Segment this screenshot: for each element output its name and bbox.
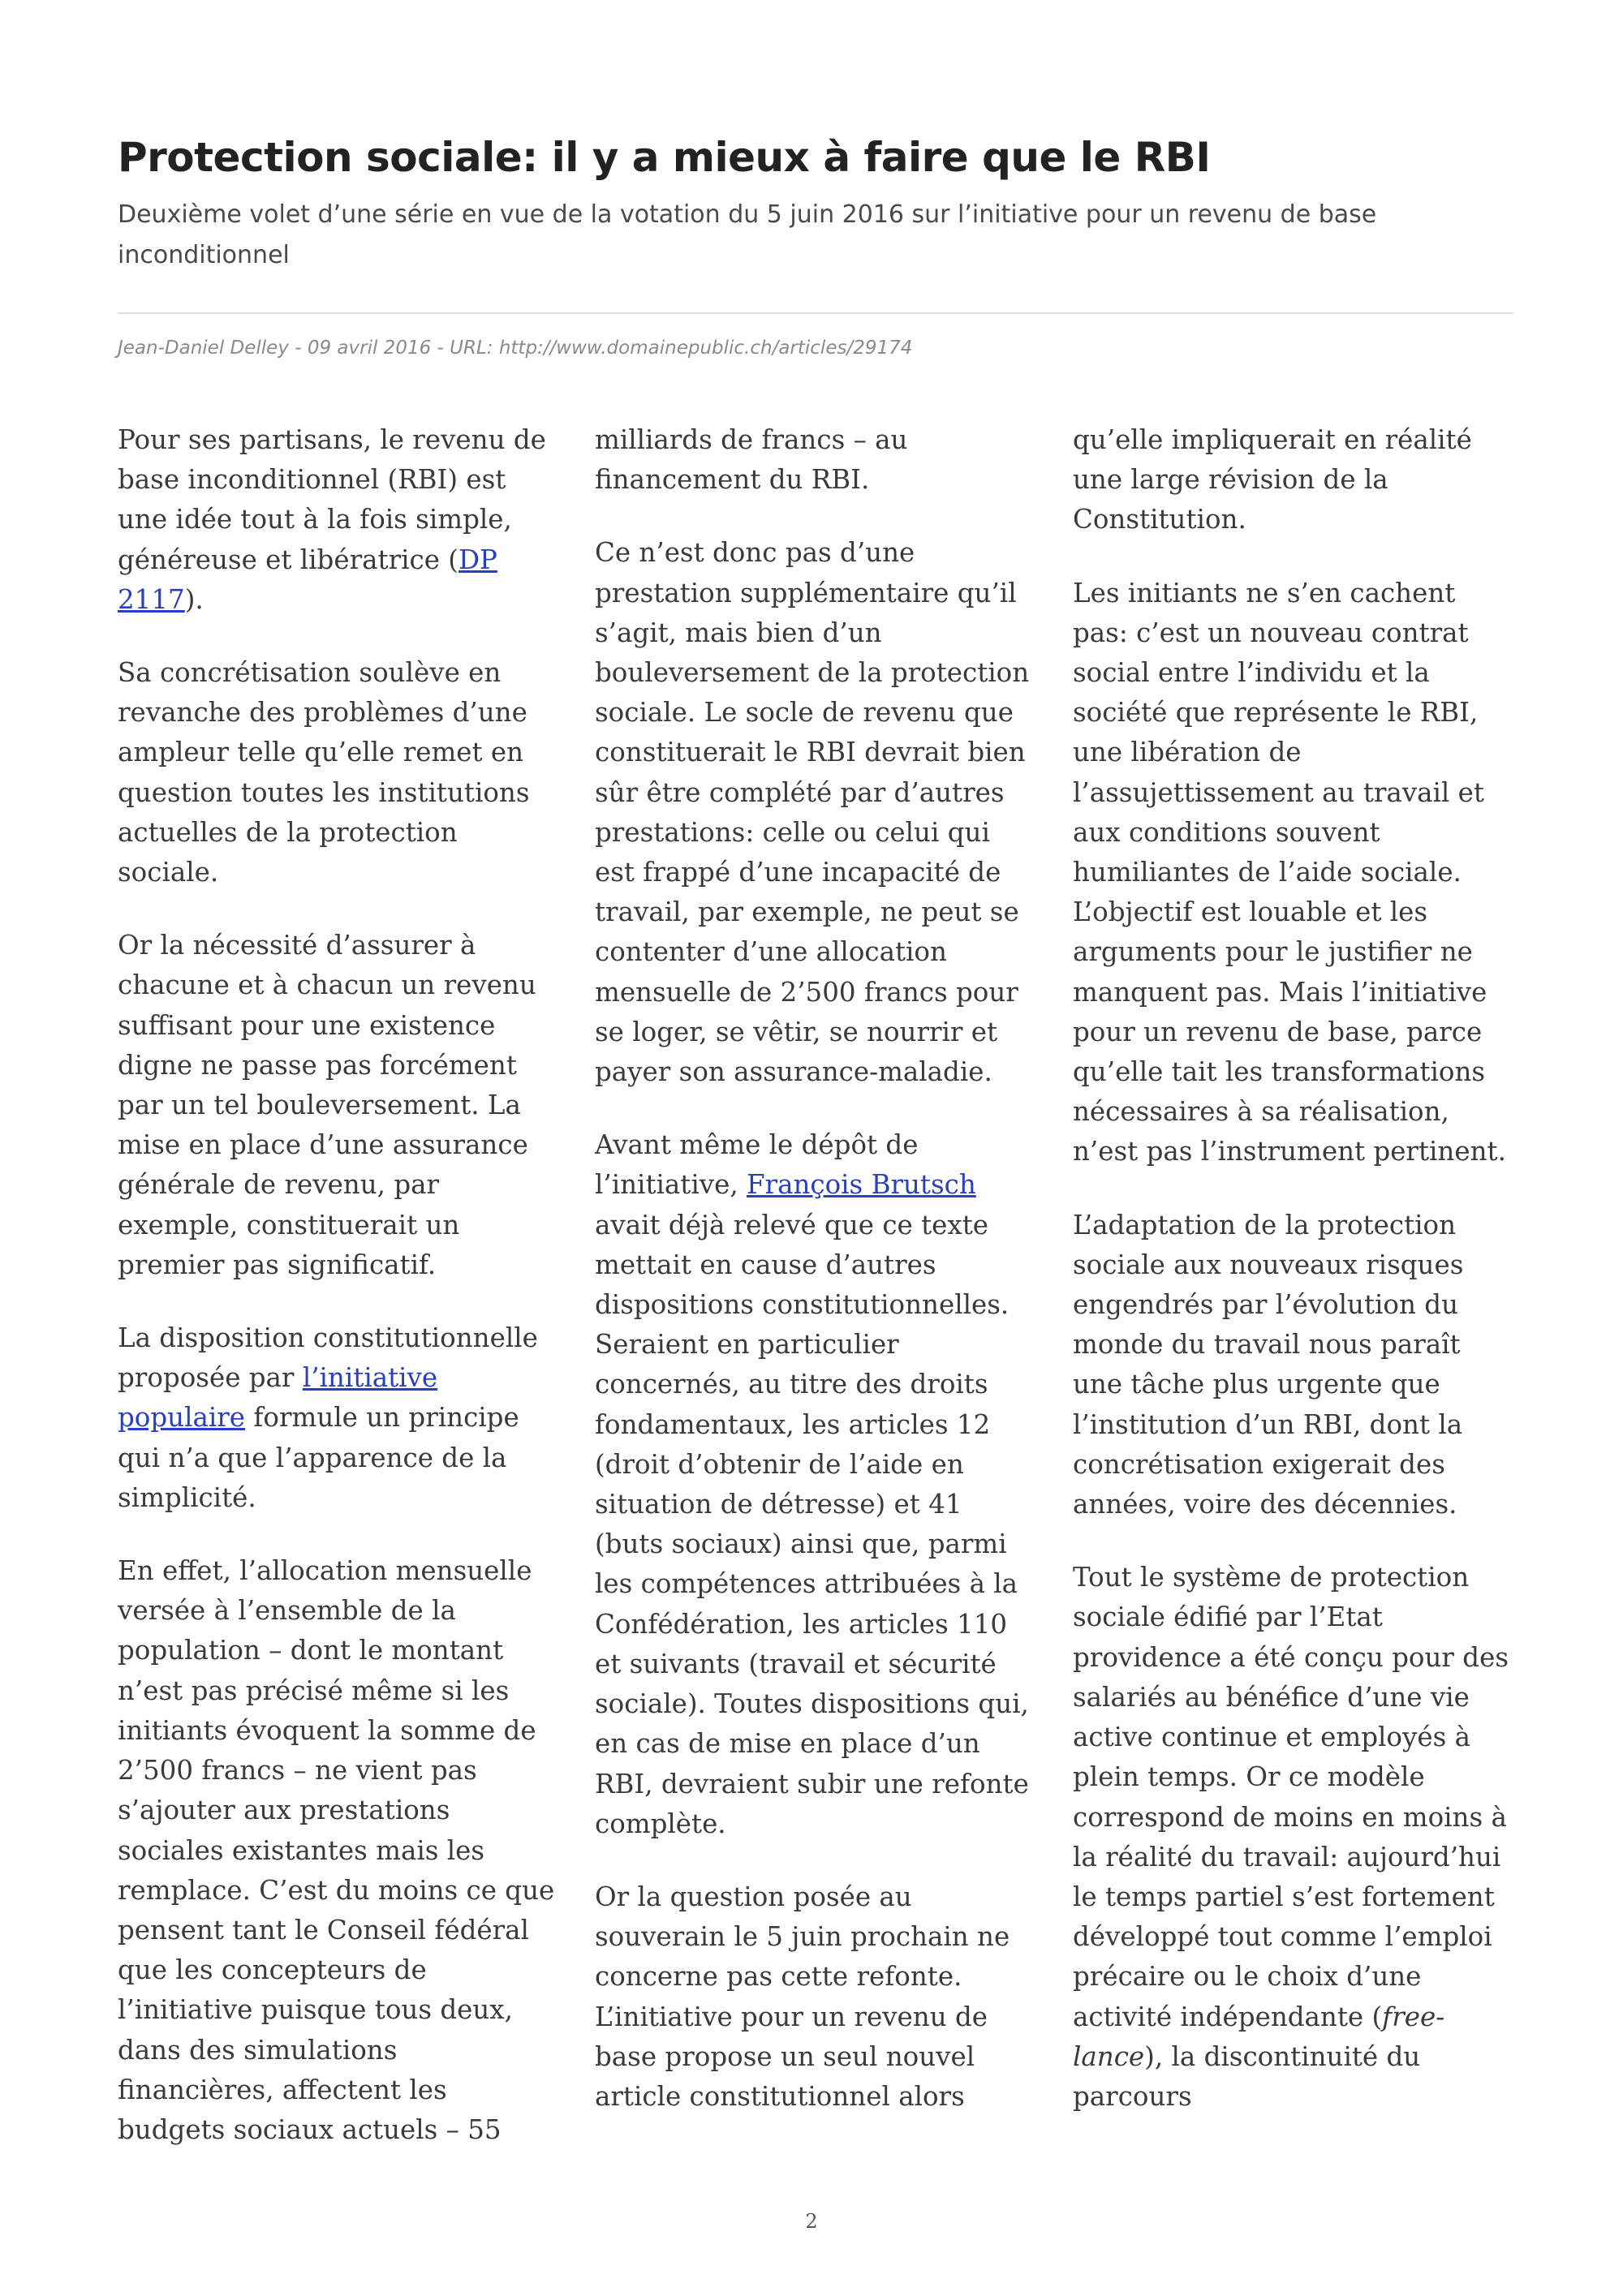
page-number: 2: [805, 2210, 818, 2233]
paragraph: Or la question posée au souverain le 5 juin prochain ne concerne pas cette refonte. L’initiative pour un revenu de base propose un seul nouvel article constitutionnel alors: [595, 1881, 1010, 2112]
paragraph-text: formule un principe qui n’a que l’apparence de la simplicité.: [118, 1402, 519, 1513]
paragraph-text: La disposition constitutionnelle proposée par: [118, 1322, 538, 1394]
paragraph: En effet, l’allocation mensuelle versée à l’ensemble de la population – dont le montant n’est pas précisé même si les initiants évoquent la somme de 2’500 francs – ne vient pas s’ajouter aux prestations sociales existantes mais les remplace. C’est du moins ce que pensent tant le Conseil fédéral que les concepteurs de l’initiative puisque tous deux, dans des simulations financières, affectent les budgets sociaux actuels – 55: [118, 1555, 555, 2145]
article-subtitle: Deuxième volet d’une série en vue de la votation du 5 juin 2016 sur l’initiative pour un revenu de base inconditionnel: [118, 200, 1377, 269]
paragraph: qu’elle impliquerait en réalité une large révision de la Constitution.: [1073, 424, 1472, 535]
paragraph: [1073, 1558, 1511, 2117]
dp-2117-link[interactable]: DP 2117: [118, 544, 497, 615]
paragraph: [118, 1318, 556, 1518]
francois-brutsch-link[interactable]: François Brutsch: [747, 1169, 976, 1201]
paragraph: milliards de francs – au financement du RBI.: [595, 424, 908, 496]
header-divider: [118, 312, 1513, 314]
paragraph-text: Pour ses partisans, le revenu de base inconditionnel (RBI) est une idée tout à la fois simple, généreuse et libératrice (: [118, 424, 546, 575]
text-column-3: [1073, 420, 1511, 2117]
paragraph-text: Avant même le dépôt de l’initiative,: [595, 1129, 919, 1201]
paragraph-text: avait déjà relevé que ce texte mettait en cause d’autres dispositions constitutionnelles. Seraient en particulier concernés, au titre des droits fondamentaux, les articles 12 (droit d’obtenir de l’aide en situation de détresse) et 41 (buts sociaux) ainsi que, parmi les compétences attribuées à la Confédération, les articles 110 et suivants (travail et sécurité sociale). Toutes dispositions qui, en cas de mise en place d’un RBI, devraient subir une refonte complète.: [595, 1209, 1029, 1839]
initiative-populaire-link[interactable]: l’initiative populaire: [118, 1362, 438, 1434]
article-title: Protection sociale: il y a mieux à faire que le RBI: [118, 134, 1211, 181]
paragraph: Or la nécessité d’assurer à chacune et à chacun un revenu suffisant pour une existence digne ne passe pas forcément par un tel bouleversement. La mise en place d’une assurance générale de revenu, par exemple, constituerait un premier pas significatif.: [118, 930, 536, 1280]
paragraph-text: ).: [184, 583, 204, 615]
paragraph: Ce n’est donc pas d’une prestation supplémentaire qu’il s’agit, mais bien d’un bouleversement de la protection sociale. Le socle de revenu que constituerait le RBI devrait bien sûr être complété par d’autres prestations: celle ou celui qui est frappé d’une incapacité de travail, par exemple, ne peut se contenter d’une allocation mensuelle de 2’500 francs pour se loger, se vêtir, se nourrir et payer son assurance-maladie.: [595, 537, 1030, 1088]
paragraph: Les initiants ne s’en cachent pas: c’est un nouveau contrat social entre l’individu et la société que représente le RBI, une libération de l’assujettissement au travail et aux conditions souvent humiliantes de l’aide sociale. L’objectif est louable et les arguments pour le justifier ne manquent pas. Mais l’initiative pour un revenu de base, parce qu’elle tait les transformations nécessaires à sa réalisation, n’est pas l’instrument pertinent.: [1073, 577, 1506, 1167]
text-column-2: [595, 420, 1033, 2117]
paragraph-text: Tout le système de protection sociale édifié par l’Etat providence a été conçu pour des salariés au bénéfice d’une vie active continue et employés à plein temps. Or ce modèle correspond de moins en moins à la réalité du travail: aujourd’hui le temps partiel s’est fortement développé tout comme l’emploi précaire ou le choix d’une activité indépendante (: [1073, 1562, 1509, 2032]
paragraph: Sa concrétisation soulève en revanche des problèmes d’une ampleur telle qu’elle remet en question toutes les institutions actuelles de la protection sociale.: [118, 657, 530, 888]
paragraph: [595, 1125, 1033, 1844]
article-byline: Jean-Daniel Delley - 09 avril 2016 - URL: http://www.domainepublic.ch/articles/29174: [118, 338, 913, 359]
paragraph: L’adaptation de la protection sociale aux nouveaux risques engendrés par l’évolution du monde du travail nous paraît une tâche plus urgente que l’institution d’un RBI, dont la concrétisation exigerait des années, voire des décennies.: [1073, 1209, 1464, 1520]
paragraph-text: ), la discontinuité du parcours: [1073, 2040, 1421, 2112]
emphasis-text: free-lance: [1073, 2001, 1445, 2072]
paragraph: [118, 420, 556, 620]
text-column-1: [118, 420, 556, 2150]
